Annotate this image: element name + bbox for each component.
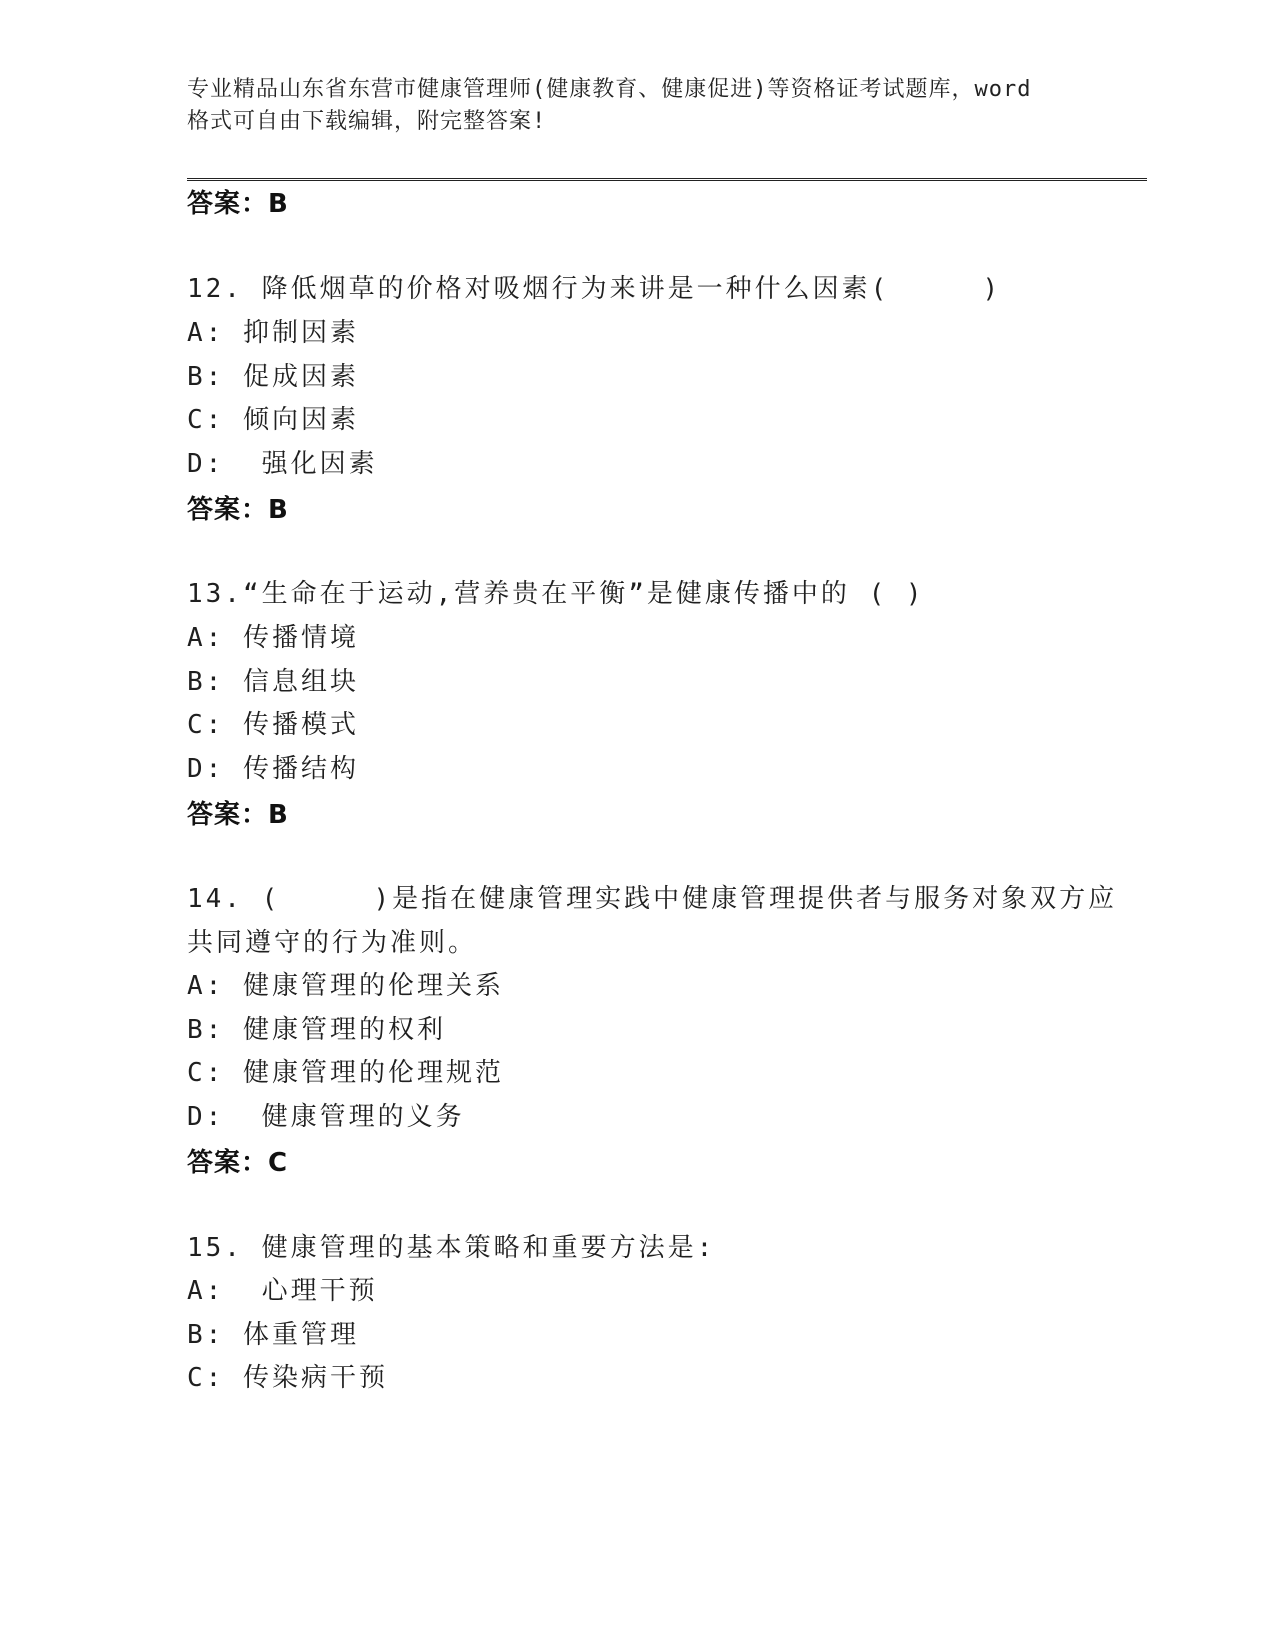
question-14-option-c: C: 健康管理的伦理规范: [187, 1058, 504, 1088]
question-15-option-b: B: 体重管理: [187, 1320, 359, 1350]
header-double-rule: [187, 178, 1147, 181]
question-13-option-a: A: 传播情境: [187, 623, 359, 653]
question-14-answer: 答案：C: [187, 1148, 289, 1178]
question-12-answer: 答案：B: [187, 495, 289, 525]
header-line-2: 格式可自由下载编辑，附完整答案!: [187, 109, 547, 134]
previous-answer: 答案：B: [187, 189, 289, 219]
header-line-1: 专业精品山东省东营市健康管理师(健康教育、健康促进)等资格证考试题库，word: [187, 77, 1032, 102]
question-12-option-c: C: 倾向因素: [187, 405, 359, 435]
question-14-option-b: B: 健康管理的权利: [187, 1015, 446, 1045]
question-13-stem: 13.“生命在于运动,营养贵在平衡”是健康传播中的 ( ): [187, 579, 925, 609]
question-13-option-d: D: 传播结构: [187, 754, 359, 784]
question-14-stem-line-2: 共同遵守的行为准则。: [187, 928, 478, 958]
question-13-answer: 答案：B: [187, 800, 289, 830]
question-12-option-a: A: 抑制因素: [187, 318, 359, 348]
question-12-stem: 12. 降低烟草的价格对吸烟行为来讲是一种什么因素( ): [187, 274, 1002, 304]
question-14-option-a: A: 健康管理的伦理关系: [187, 971, 504, 1001]
page-header: [187, 74, 1087, 138]
question-15-stem: 15. 健康管理的基本策略和重要方法是:: [187, 1233, 716, 1263]
question-12-option-d: D: 强化因素: [187, 449, 378, 479]
question-12-option-b: B: 促成因素: [187, 362, 359, 392]
question-13-option-c: C: 传播模式: [187, 710, 359, 740]
question-13-option-b: B: 信息组块: [187, 667, 359, 697]
question-14-option-d: D: 健康管理的义务: [187, 1102, 465, 1132]
question-15-option-a: A: 心理干预: [187, 1276, 378, 1306]
question-15-option-c: C: 传染病干预: [187, 1363, 388, 1393]
question-14-stem-line-1: 14. ( )是指在健康管理实践中健康管理提供者与服务对象双方应: [187, 884, 1118, 914]
